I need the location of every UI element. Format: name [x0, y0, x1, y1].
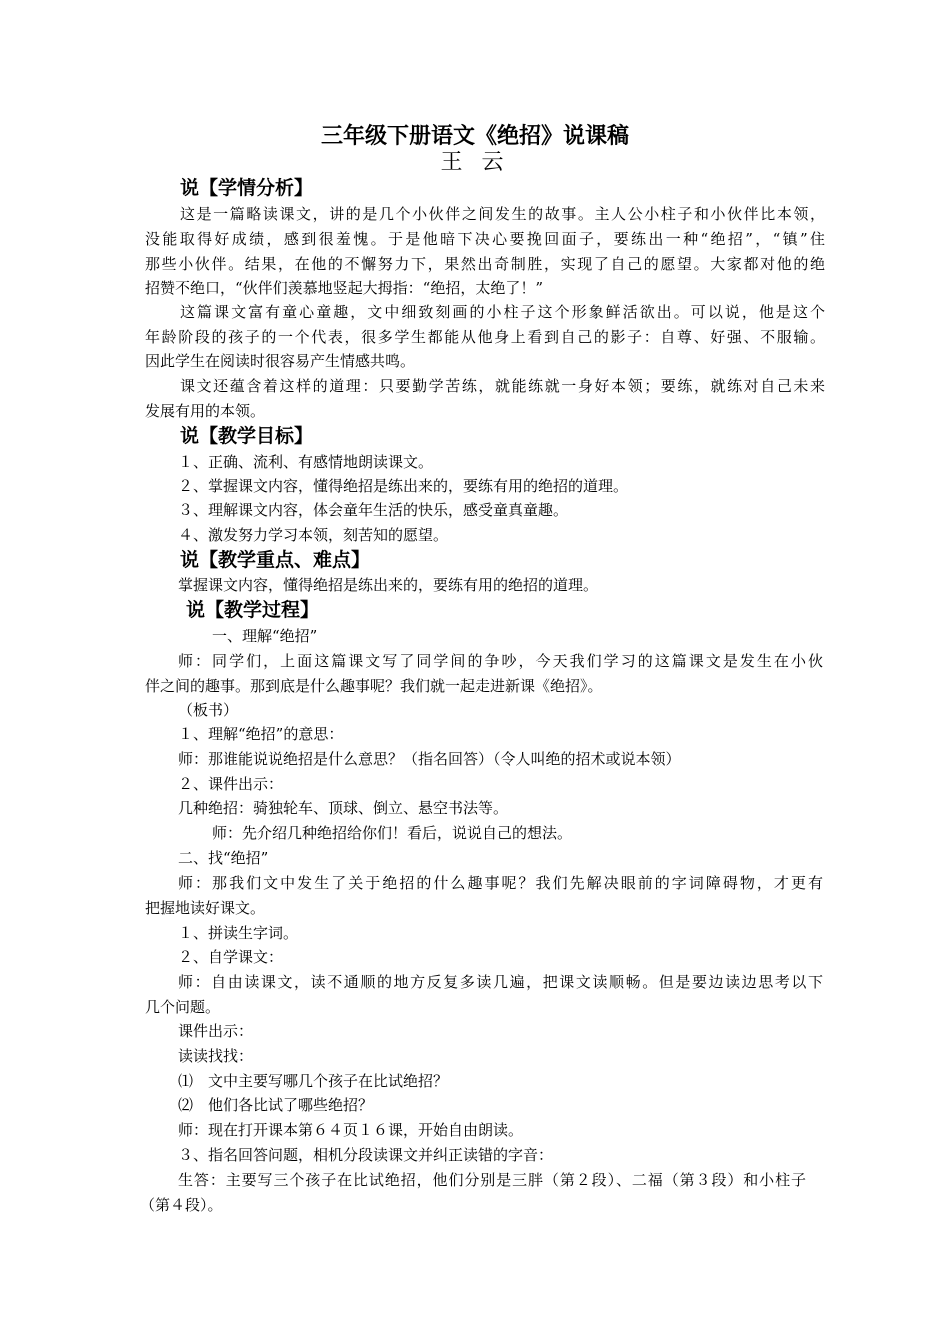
paragraph-line: 那些小伙伴。结果，在他的不懈努力下，果然出奇制胜，实现了自己的愿望。大家都对他的绝 — [145, 255, 825, 273]
process-line: 师：同学们，上面这篇课文写了同学间的争吵，今天我们学习的这篇课文是发生在小伙 — [178, 652, 823, 670]
process-line: 师：那我们文中发生了关于绝招的什么趣事呢？我们先解决眼前的字词障碍物，才更有 — [178, 874, 823, 892]
paragraph-line: 年龄阶段的孩子的一个代表，很多学生都能从他身上看到自己的影子：自尊、好强、不服输。 — [145, 328, 825, 346]
process-line: 师：自由读课文，读不通顺的地方反复多读几遍，把课文读顺畅。但是要边读边思考以下 — [178, 973, 823, 991]
paragraph-line: 这篇课文富有童心童趣，文中细致刻画的小柱子这个形象鲜活欲出。可以说，他是这个 — [180, 303, 825, 321]
process-line: 师：先介绍几种绝招给你们！看后，说说自己的想法。 — [212, 824, 573, 842]
keypoint-line: 掌握课文内容，懂得绝招是练出来的，要练有用的绝招的道理。 — [178, 576, 599, 594]
process-line: 伴之间的趣事。那到底是什么趣事呢？我们就一起走进新课《绝招》。 — [145, 677, 603, 695]
process-line: 师：现在打开课本第６４页１６课，开始自由朗读。 — [178, 1121, 524, 1139]
author-name: 王 云 — [440, 150, 510, 175]
process-line: 读读找找： — [178, 1047, 254, 1065]
document-title: 三年级下册语文《绝招》说课稿 — [320, 124, 629, 149]
process-line: ２、课件出示： — [178, 775, 284, 793]
paragraph-line: 课文还蕴含着这样的道理：只要勤学苦练，就能练就一身好本领；要练，就练对自己未来 — [180, 377, 825, 395]
process-line: 生答：主要写三个孩子在比试绝招，他们分别是三胖（第２段）、二福（第３段）和小柱子 — [178, 1171, 806, 1189]
process-line: 一、理解“绝招” — [212, 627, 318, 645]
paragraph-line: 因此学生在阅读时很容易产生情感共鸣。 — [145, 352, 416, 370]
process-line: １、拼读生字词。 — [178, 924, 299, 942]
paragraph-line: 这是一篇略读课文，讲的是几个小伙伴之间发生的故事。主人公小柱子和小伙伴比本领， — [180, 205, 825, 223]
process-line: 把握地读好课文。 — [145, 899, 266, 917]
process-line: １、理解“绝招”的意思： — [178, 725, 344, 743]
goal-item: ２、掌握课文内容，懂得绝招是练出来的，要练有用的绝招的道理。 — [178, 477, 629, 495]
section-heading-keypoints: 说【教学重点、难点】 — [180, 549, 371, 571]
paragraph-line: 招赞不绝口，“伙伴们羡慕地竖起大拇指：“绝招，太绝了！” — [145, 279, 544, 297]
goal-item: ４、激发努力学习本领，刻苦知的愿望。 — [178, 526, 449, 544]
paragraph-line: 发展有用的本领。 — [145, 402, 266, 420]
section-heading-goals: 说【教学目标】 — [180, 425, 314, 447]
goal-item: １、正确、流利、有感情地朗读课文。 — [178, 453, 434, 471]
process-line: ３、指名回答问题，相机分段读课文并纠正读错的字音： — [178, 1146, 554, 1164]
goal-item: ３、理解课文内容，体会童年生活的快乐，感受童真童趣。 — [178, 501, 569, 519]
process-line: （第４段）。 — [140, 1196, 223, 1214]
process-line: 师：那谁能说说绝招是什么意思？（指名回答）（令人叫绝的招术或说本领） — [178, 750, 681, 768]
section-heading-process: 说【教学过程】 — [186, 599, 320, 621]
process-line: 几个问题。 — [145, 998, 221, 1016]
process-line: （板书） — [178, 701, 239, 719]
process-line: 二、找“绝招” — [178, 849, 269, 867]
process-line: ２、自学课文： — [178, 948, 284, 966]
section-heading-analysis: 说【学情分析】 — [180, 177, 314, 199]
process-line: ⑵ 他们各比试了哪些绝招？ — [178, 1096, 374, 1114]
process-line: ⑴ 文中主要写哪几个孩子在比试绝招？ — [178, 1072, 449, 1090]
paragraph-line: 没能取得好成绩，感到很羞愧。于是他暗下决心要挽回面子，要练出一种“绝招”，“镇”住 — [145, 230, 825, 248]
process-line: 几种绝招：骑独轮车、顶球、倒立、悬空书法等。 — [178, 799, 509, 817]
process-line: 课件出示： — [178, 1022, 254, 1040]
